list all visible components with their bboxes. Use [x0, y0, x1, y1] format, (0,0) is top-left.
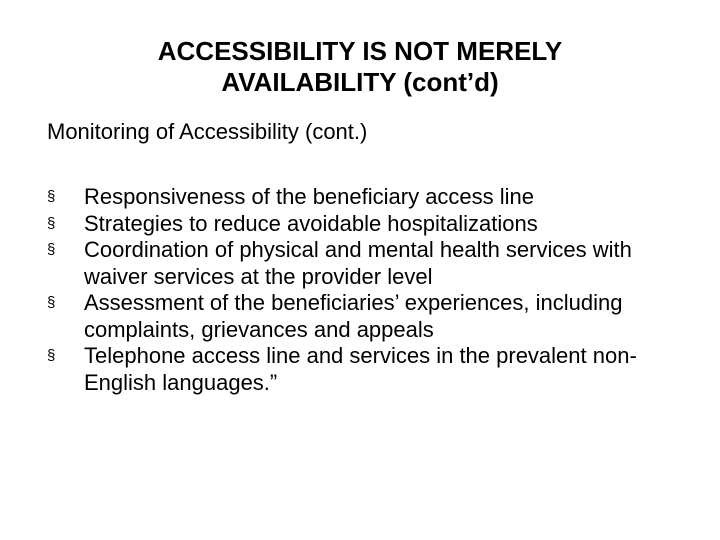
bullet-item	[47, 237, 687, 290]
bullet-item	[47, 343, 687, 396]
bullet-item	[47, 290, 687, 343]
bullet-text: Coordination of physical and mental health services with waiver services at the provider level	[84, 237, 632, 289]
bullet-marker-icon: §	[47, 347, 56, 364]
bullet-text: Assessment of the beneficiaries’ experiences, including complaints, grievances and appeals	[84, 290, 623, 342]
bullet-text: Responsiveness of the beneficiary access line	[84, 184, 535, 209]
slide-subtitle: Monitoring of Accessibility (cont.)	[47, 119, 368, 144]
bullet-item	[47, 184, 687, 211]
slide-title	[60, 36, 660, 98]
bullet-marker-icon: §	[47, 188, 56, 205]
bullet-item	[47, 211, 687, 238]
bullet-text: Telephone access line and services in the prevalent non-English languages.”	[84, 343, 637, 395]
bullet-marker-icon: §	[47, 241, 56, 258]
bullet-list	[47, 184, 687, 396]
slide-title-line-1: ACCESSIBILITY IS NOT MERELY	[157, 36, 563, 66]
bullet-marker-icon: §	[47, 214, 56, 232]
slide-title-line-2: AVAILABILITY (cont’d)	[221, 67, 499, 97]
bullet-text: Strategies to reduce avoidable hospitalizations	[84, 210, 538, 236]
bullet-marker-icon: §	[47, 294, 56, 311]
